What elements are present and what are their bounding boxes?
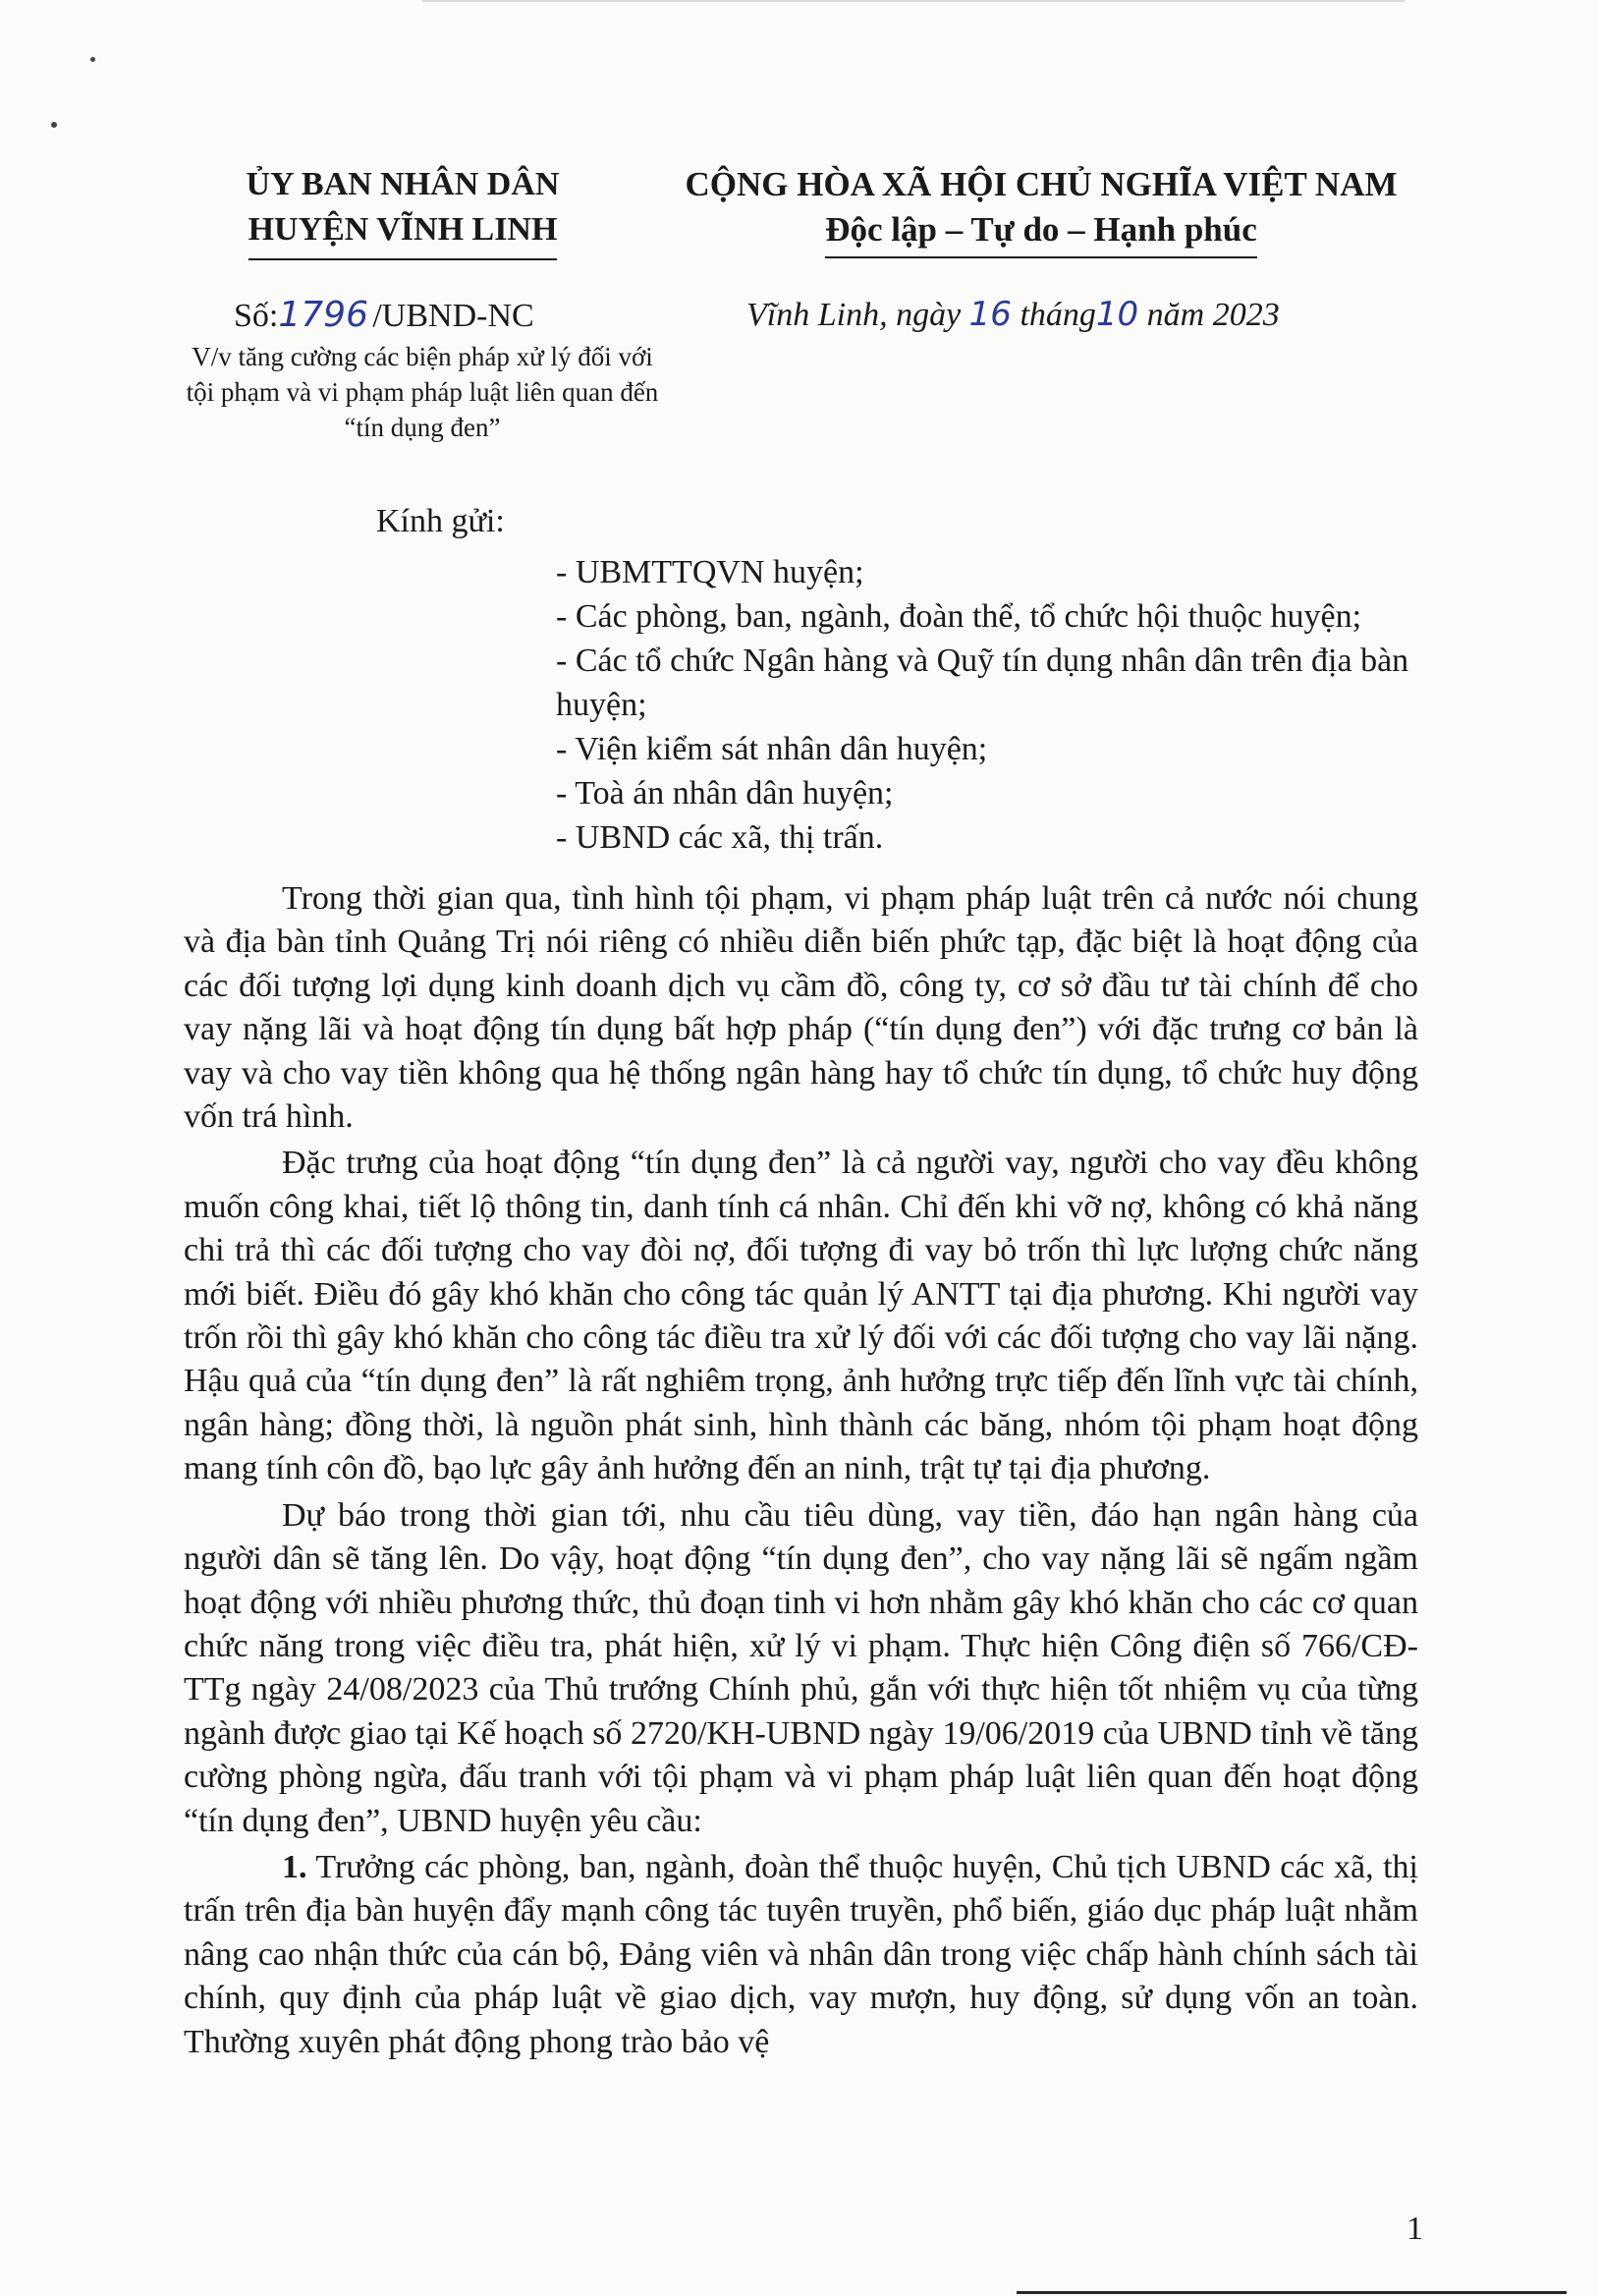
body-paragraph: Dự báo trong thời gian tới, nhu cầu tiêu dùng, vay tiền, đáo hạn ngân hàng của người dân sẽ tăng lên. Do vậy, hoạt động “tín dụng đen”, cho vay nặng lãi sẽ ngấm ngầm hoạt động với nhiều phương thức, thủ đoạn tinh vi hơn nhằm gây khó khăn cho các cơ quan chức năng trong việc điều tra, phát hiện, xử lý vi phạm. Thực hiện Công điện số 766/CĐ-TTg ngày 24/08/2023 của Thủ trướng Chính phủ, gắn với thực hiện tốt nhiệm vụ của từng ngành được giao tại Kế hoạch số 2720/KH-UBND ngày 19/06/2019 của UBND tỉnh về tăng cường phòng ngừa, đấu tranh với tội phạm và vi phạm pháp luật liên quan đến hoạt động “tín dụng đen”, UBND huyện yêu cầu:: [184, 1496, 1418, 1839]
body-paragraph: Đặc trưng của hoạt động “tín dụng đen” là cả người vay, người cho vay đều không muốn công khai, tiết lộ thông tin, danh tính cá nhân. Chỉ đến khi vỡ nợ, không có khả năng chi trả thì các đối tượng cho vay đòi nợ, đối tượng đi vay bỏ trốn thì lực lượng chức năng mới biết. Điều đó gây khó khăn cho công tác quản lý ANTT tại địa phương. Khi người vay trốn rồi thì gây khó khăn cho công tác điều tra xử lý đối với các đối tượng cho vay lãi nặng. Hậu quả của “tín dụng đen” là rất nghiêm trọng, ảnh hưởng trực tiếp đến lĩnh vực tài chính, ngân hàng; đồng thời, là nguồn phát sinh, hình thành các băng, nhóm tội phạm hoạt động mang tính côn đồ, bạo lực gây ảnh hưởng đến an ninh, trật tự tại địa phương.: [184, 1145, 1418, 1487]
paragraph-number: 1.: [282, 1848, 307, 1885]
page-number: 1: [1406, 2211, 1423, 2247]
recipient-item: - Toà án nhân dân huyện;: [556, 775, 894, 812]
doc-number-suffix: /UBND-NC: [372, 298, 534, 334]
national-heading: [648, 162, 1434, 258]
scan-speck: [51, 122, 57, 128]
recipient-item: - Các phòng, ban, ngành, đoàn thể, tổ chức hội thuộc huyện;: [556, 598, 1362, 635]
agency-line-2: HUYỆN VĨNH LINH: [248, 207, 558, 260]
salutation: Kính gửi:: [376, 503, 505, 539]
body-paragraph-numbered: [184, 1846, 1418, 2064]
recipient-item: - Các tổ chức Ngân hàng và Quỹ tín dụng nhân dân trên địa bàn huyện;: [556, 643, 1409, 723]
date-month-handwritten: 10: [1095, 295, 1139, 334]
recipient-list: [556, 550, 1440, 860]
document-date: [746, 295, 1280, 334]
date-day-handwritten: 16: [968, 295, 1012, 334]
recipient-item: - UBND các xã, thị trấn.: [556, 819, 884, 856]
date-year: năm 2023: [1146, 297, 1280, 333]
scan-edge-top: [422, 0, 1405, 2]
recipient-item: - UBMTTQVN huyện;: [556, 554, 864, 590]
document-subject: V/v tăng cường các biện pháp xử lý đối với tội phạm và vi phạm pháp luật liên quan đến “tín dụng đen”: [186, 342, 659, 442]
nation-title: CỘNG HÒA XÃ HỘI CHỦ NGHĨA VIỆT NAM: [685, 165, 1398, 203]
motto: Độc lập – Tự do – Hạnh phúc: [825, 207, 1257, 258]
doc-number-prefix: Số:: [234, 298, 279, 334]
date-month-label: tháng: [1020, 297, 1096, 333]
paragraph-text: Trưởng các phòng, ban, ngành, đoàn thể thuộc huyện, Chủ tịch UBND các xã, thị trấn trên địa bàn huyện đẩy mạnh công tác tuyên truyền, phổ biến, giáo dục pháp luật nhằm nâng cao nhận thức của cán bộ, Đảng viên và nhân dân trong việc chấp hành chính sách tài chính, quy định của pháp luật về giao dịch, vay mượn, huy động, sử dụng vốn an toàn. Thường xuyên phát động phong trào bảo vệ: [184, 1848, 1418, 2060]
document-body: [184, 877, 1418, 2067]
document-number: [234, 295, 534, 335]
scan-speck: [90, 57, 95, 62]
agency-line-1: ỦY BAN NHÂN DÂN: [246, 166, 560, 202]
doc-number-handwritten: 1796: [278, 295, 368, 335]
scan-edge-bottom: [1017, 2291, 1567, 2294]
issuing-agency: [196, 162, 609, 260]
body-paragraph: Trong thời gian qua, tình hình tội phạm, vi phạm pháp luật trên cả nước nói chung và địa bàn tỉnh Quảng Trị nói riêng có nhiều diễn biến phức tạp, đặc biệt là hoạt động của các đối tượng lợi dụng kinh doanh dịch vụ cầm đồ, công ty, cơ sở đầu tư tài chính để cho vay nặng lãi và hoạt động tín dụng bất hợp pháp (“tín dụng đen”) với đặc trưng cơ bản là vay và cho vay tiền không qua hệ thống ngân hàng hay tổ chức tín dụng, tổ chức huy động vốn trá hình.: [184, 880, 1418, 1136]
recipient-item: - Viện kiểm sát nhân dân huyện;: [556, 731, 988, 767]
date-place: Vĩnh Linh, ngày: [746, 297, 962, 333]
